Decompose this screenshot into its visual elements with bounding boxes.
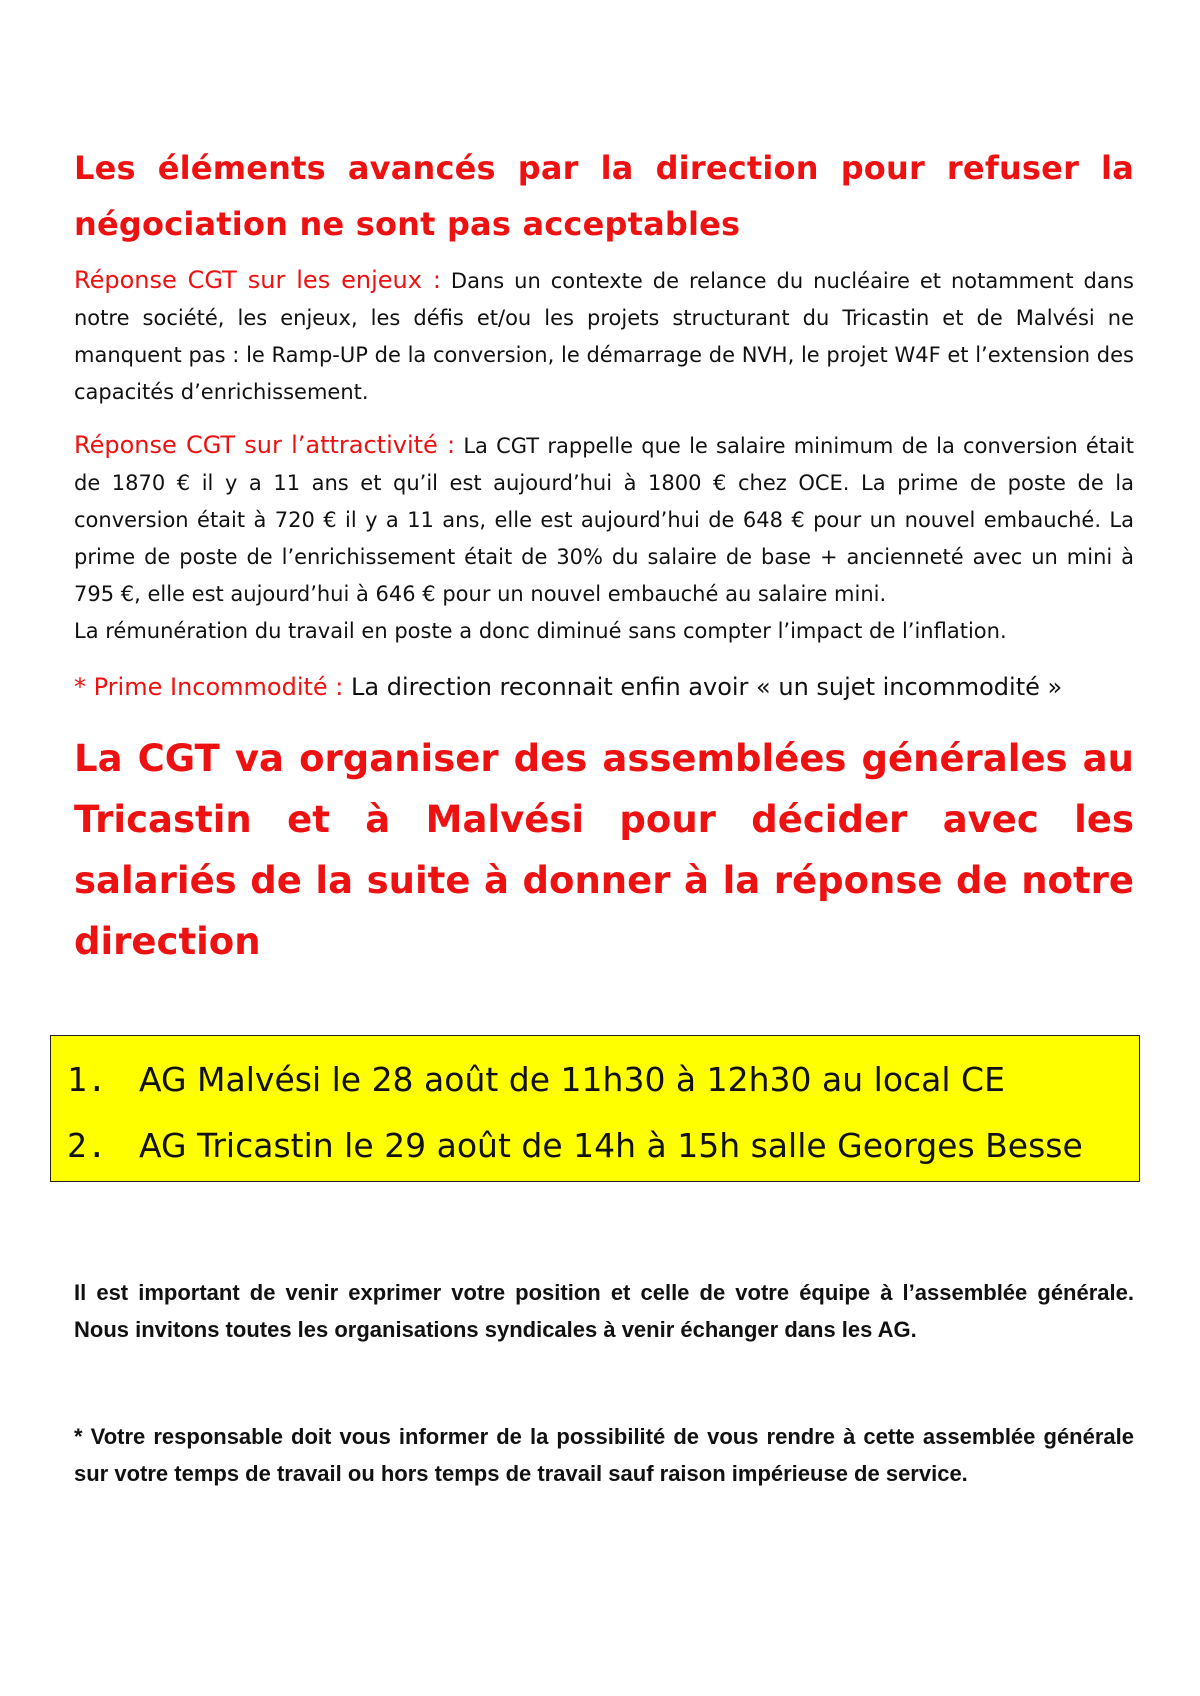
attractivite-conclusion: La rémunération du travail en poste a donc diminué sans compter l’impact de l’inflation. [74,619,1007,643]
work-time-note: * Votre responsable doit vous informer de la possibilité de vous rendre à cette assemblée générale sur votre temps de travail ou hors temps de travail sauf raison impérieuse de service. [74,1424,1134,1486]
enjeux-text: Dans un contexte de relance du nucléaire et notamment dans notre société, les enjeux, les défis et/ou les projets structurant du Tricastin et de Malvési ne manquent pas : le Ramp-UP de la conversion, le démarrage de NVH, le projet W4F et l’extension des capacités d’enrichissement. [74,269,1134,404]
meeting-item [67,1046,1139,1112]
prime-label: * Prime Incommodité : [74,673,344,701]
participation-note: Il est important de venir exprimer votre position et celle de votre équipe à l’assemblée générale. Nous invitons toutes les organisations syndicales à venir échanger dans les AG. [74,1280,1134,1342]
attractivite-text: La CGT rappelle que le salaire minimum de la conversion était de 1870 € il y a 11 ans et qu’il est aujourd’hui à 1800 € chez OCE. La prime de poste de la conversion était à 720 € il y a 11 ans, elle est aujourd’hui de 648 € pour un nouvel embauché. La prime de poste de l’enrichissement était de 30% du salaire de base + ancienneté avec un mini à 795 €, elle est aujourd’hui à 646 € pour un nouvel embauché au salaire mini. [74,434,1134,606]
prime-text: La direction reconnait enfin avoir « un sujet incommodité » [351,673,1063,701]
attractivite-label: Réponse CGT sur l’attractivité : [74,431,456,459]
enjeux-label: Réponse CGT sur les enjeux : [74,266,441,294]
announcement-heading: La CGT va organiser des assemblées générales au Tricastin et à Malvési pour décider avec les salariés de la suite à donner à la réponse de notre direction [74,737,1134,963]
meeting-number: 2. [67,1125,107,1165]
attractivite-paragraph [74,427,1134,650]
meeting-text: AG Malvési le 28 août de 11h30 à 12h30 au local CE [139,1059,1005,1099]
document-body [74,140,1134,1004]
meetings-box [50,1035,1140,1182]
meeting-text: AG Tricastin le 29 août de 14h à 15h salle Georges Besse [139,1125,1083,1165]
enjeux-paragraph [74,262,1134,411]
meeting-item [67,1112,1139,1178]
page-title: Les éléments avancés par la direction pour refuser la négociation ne sont pas acceptables [74,149,1134,243]
meeting-number: 1. [67,1059,107,1099]
prime-paragraph [74,666,1134,708]
